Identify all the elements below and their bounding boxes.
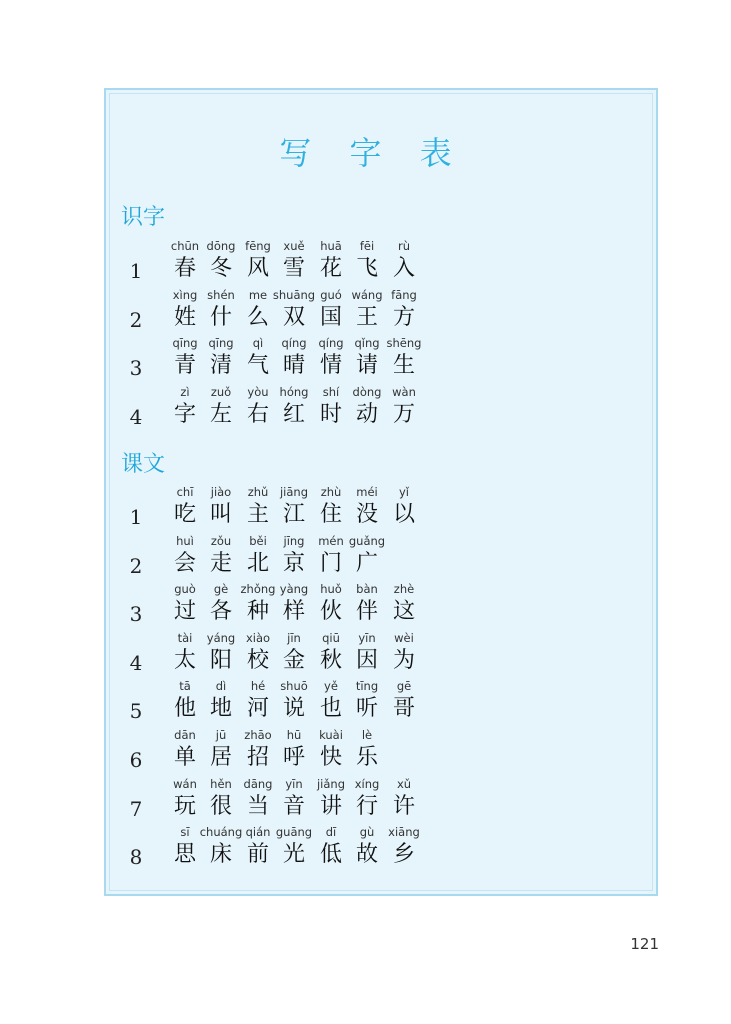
hanzi: 吃 <box>173 502 196 527</box>
pinyin: guǎng <box>348 533 386 548</box>
hanzi: 玩 <box>173 793 196 819</box>
pinyin: chī <box>176 485 194 499</box>
pinyin: gè <box>213 582 229 597</box>
hanzi: 也 <box>319 696 342 722</box>
hanzi: 江 <box>282 502 305 527</box>
character-cell <box>382 581 426 625</box>
pinyin: dōng <box>206 239 236 253</box>
pinyin: huǒ <box>320 582 342 597</box>
pinyin: xuě <box>283 239 305 253</box>
hanzi: 前 <box>246 842 269 868</box>
pinyin: gē <box>396 679 412 694</box>
hanzi: 叫 <box>209 502 232 527</box>
hanzi: 么 <box>246 304 269 330</box>
hanzi: 红 <box>282 401 305 427</box>
hanzi: 乐 <box>355 745 378 770</box>
hanzi: 花 <box>319 256 342 281</box>
table-row <box>0 238 731 286</box>
row-number: 4 <box>129 404 143 429</box>
hanzi: 听 <box>355 696 378 722</box>
hanzi: 气 <box>246 353 269 379</box>
pinyin: jīn <box>287 630 301 645</box>
pinyin: jīng <box>283 533 305 548</box>
pinyin: guó <box>320 287 342 302</box>
hanzi: 门 <box>319 550 342 576</box>
pinyin: tài <box>177 630 193 645</box>
pinyin: xiāng <box>388 825 420 840</box>
hanzi: 主 <box>246 502 269 527</box>
row-number: 3 <box>129 356 143 381</box>
pinyin: huì <box>176 533 194 548</box>
pinyin: gù <box>359 825 375 840</box>
hanzi: 乡 <box>392 842 415 868</box>
pinyin: huā <box>320 239 342 253</box>
hanzi: 京 <box>282 550 305 576</box>
character-cell <box>345 533 389 577</box>
hanzi: 种 <box>246 599 269 625</box>
pinyin: zhǒng <box>240 582 276 597</box>
hanzi: 生 <box>392 353 415 379</box>
table-row <box>0 727 731 775</box>
row-number: 6 <box>129 748 143 772</box>
hanzi: 以 <box>392 502 415 527</box>
pinyin: yòu <box>247 384 269 399</box>
character-cell <box>382 776 426 820</box>
hanzi: 过 <box>173 599 196 625</box>
pinyin: zuǒ <box>210 384 232 399</box>
character-cell <box>382 824 426 868</box>
character-cell <box>382 630 426 674</box>
pinyin: qīng <box>208 336 234 351</box>
hanzi: 因 <box>355 647 378 673</box>
pinyin: hěn <box>210 776 232 791</box>
hanzi: 春 <box>173 256 196 281</box>
row-number: 3 <box>129 602 143 627</box>
hanzi: 招 <box>246 745 269 770</box>
table-row <box>0 335 731 383</box>
hanzi: 校 <box>246 647 269 673</box>
pinyin: shēng <box>386 336 422 351</box>
pinyin: yīn <box>358 630 376 645</box>
character-cell <box>382 287 426 331</box>
pinyin: jiāng <box>279 485 309 499</box>
table-row <box>0 776 731 824</box>
hanzi: 思 <box>173 842 196 868</box>
pinyin: shuō <box>280 679 308 694</box>
pinyin: shuāng <box>272 287 316 302</box>
hanzi: 方 <box>392 304 415 330</box>
pinyin: qǐng <box>354 336 380 351</box>
pinyin: běi <box>249 533 267 548</box>
pinyin: mén <box>318 533 344 548</box>
hanzi: 时 <box>319 401 342 427</box>
row-number: 7 <box>129 796 143 821</box>
hanzi: 右 <box>246 401 269 427</box>
pinyin: zhù <box>320 485 342 499</box>
hanzi: 居 <box>209 745 232 770</box>
character-cell <box>382 384 426 428</box>
pinyin: yǐ <box>398 485 409 499</box>
pinyin: hé <box>250 679 266 694</box>
hanzi: 没 <box>355 502 378 527</box>
hanzi: 当 <box>246 793 269 819</box>
pinyin: dān <box>174 728 196 742</box>
table-row <box>0 824 731 872</box>
hanzi: 伙 <box>319 599 342 625</box>
character-cell <box>345 727 389 771</box>
table-row <box>0 581 731 629</box>
hanzi: 雪 <box>282 256 305 281</box>
hanzi: 王 <box>355 304 378 330</box>
hanzi: 清 <box>209 353 232 379</box>
row-number: 2 <box>129 307 143 332</box>
row-number: 1 <box>129 505 143 529</box>
hanzi: 伴 <box>355 599 378 625</box>
pinyin: zì <box>180 384 190 399</box>
character-cell <box>382 484 426 528</box>
pinyin: tā <box>179 679 191 694</box>
page-number: 121 <box>630 935 659 953</box>
pinyin: tīng <box>355 679 379 694</box>
row-number: 1 <box>129 259 143 283</box>
pinyin: lè <box>361 728 373 742</box>
pinyin: kuài <box>319 728 343 742</box>
section-heading: 课文 <box>121 452 166 477</box>
pinyin: guò <box>174 582 196 597</box>
hanzi: 国 <box>319 304 342 330</box>
hanzi: 晴 <box>282 353 305 379</box>
hanzi: 金 <box>282 647 305 673</box>
pinyin: wán <box>173 776 197 791</box>
pinyin: méi <box>356 485 378 499</box>
hanzi: 光 <box>282 842 305 868</box>
hanzi: 字 <box>173 401 196 427</box>
pinyin: qíng <box>318 336 344 351</box>
hanzi: 许 <box>392 793 415 819</box>
hanzi: 动 <box>355 401 378 427</box>
hanzi: 广 <box>355 550 378 576</box>
pinyin: zhāo <box>244 728 272 742</box>
pinyin: fēi <box>359 239 375 253</box>
hanzi: 低 <box>319 842 342 868</box>
page-title: 写 字 表 <box>279 134 466 172</box>
hanzi: 秋 <box>319 647 342 673</box>
pinyin: dī <box>325 825 337 840</box>
character-cell <box>382 678 426 722</box>
hanzi: 走 <box>209 550 232 576</box>
row-number: 8 <box>129 845 143 870</box>
pinyin: hóng <box>279 384 309 399</box>
pinyin: zhǔ <box>247 485 269 499</box>
hanzi: 冬 <box>209 256 232 281</box>
pinyin: jiào <box>210 485 232 499</box>
pinyin: me <box>248 287 268 302</box>
pinyin: qiū <box>322 630 340 645</box>
pinyin: sī <box>180 825 190 840</box>
hanzi: 很 <box>209 793 232 819</box>
row-number: 2 <box>129 553 143 578</box>
pinyin: jiǎng <box>316 776 346 791</box>
pinyin: yàng <box>279 582 309 597</box>
table-row <box>0 678 731 726</box>
pinyin: yě <box>324 679 338 694</box>
row-number: 5 <box>129 699 143 724</box>
hanzi: 阳 <box>209 647 232 673</box>
pinyin: chūn <box>170 239 200 253</box>
pinyin: fāng <box>391 287 417 302</box>
hanzi: 住 <box>319 502 342 527</box>
pinyin: dì <box>215 679 227 694</box>
pinyin: dòng <box>352 384 382 399</box>
table-row <box>0 533 731 581</box>
table-row <box>0 384 731 432</box>
hanzi: 青 <box>173 353 196 379</box>
hanzi: 哥 <box>392 696 415 722</box>
hanzi: 床 <box>209 842 232 868</box>
pinyin: zǒu <box>210 533 232 548</box>
pinyin: jū <box>215 728 227 742</box>
hanzi: 单 <box>173 745 196 770</box>
pinyin: qíng <box>281 336 307 351</box>
pinyin: xǔ <box>396 776 412 791</box>
hanzi: 讲 <box>319 793 342 819</box>
hanzi: 太 <box>173 647 196 673</box>
hanzi: 双 <box>282 304 305 330</box>
hanzi: 行 <box>355 793 378 819</box>
pinyin: wèi <box>394 630 414 645</box>
hanzi: 姓 <box>173 304 196 330</box>
hanzi: 风 <box>246 256 269 281</box>
hanzi: 快 <box>319 745 342 770</box>
hanzi: 各 <box>209 599 232 625</box>
hanzi: 万 <box>392 401 415 427</box>
hanzi: 北 <box>246 550 269 576</box>
pinyin: qì <box>252 336 264 351</box>
hanzi: 飞 <box>355 256 378 281</box>
table-row <box>0 484 731 532</box>
hanzi: 说 <box>282 696 305 722</box>
hanzi: 入 <box>392 256 415 281</box>
hanzi: 情 <box>319 353 342 379</box>
pinyin: yīn <box>285 776 303 791</box>
pinyin: chuáng <box>199 825 243 840</box>
pinyin: zhè <box>393 582 415 597</box>
hanzi: 河 <box>246 696 269 722</box>
pinyin: dāng <box>243 776 273 791</box>
hanzi: 这 <box>392 599 415 625</box>
hanzi: 呼 <box>282 745 305 770</box>
pinyin: xiào <box>245 630 271 645</box>
character-cell <box>382 335 426 379</box>
pinyin: qīng <box>172 336 198 351</box>
hanzi: 音 <box>282 793 305 819</box>
pinyin: xíng <box>354 776 380 791</box>
pinyin: shén <box>207 287 235 302</box>
pinyin: rù <box>397 239 411 253</box>
table-row <box>0 630 731 678</box>
hanzi: 为 <box>392 647 415 673</box>
character-cell <box>382 238 426 282</box>
hanzi: 地 <box>209 696 232 722</box>
hanzi: 他 <box>173 696 196 722</box>
hanzi: 故 <box>355 842 378 868</box>
pinyin: shí <box>322 384 340 399</box>
hanzi: 样 <box>282 599 305 625</box>
row-number: 4 <box>129 650 143 675</box>
pinyin: yáng <box>206 630 236 645</box>
pinyin: qián <box>245 825 271 840</box>
hanzi: 会 <box>173 550 196 576</box>
pinyin: bàn <box>356 582 378 597</box>
pinyin: hū <box>286 728 302 742</box>
hanzi: 左 <box>209 401 232 427</box>
section-heading: 识字 <box>121 205 166 230</box>
hanzi: 什 <box>209 304 232 330</box>
pinyin: xìng <box>172 287 198 302</box>
hanzi: 请 <box>355 353 378 379</box>
pinyin: wáng <box>351 287 383 302</box>
table-row <box>0 287 731 335</box>
pinyin: guāng <box>275 825 313 840</box>
pinyin: wàn <box>392 384 416 399</box>
pinyin: fēng <box>245 239 271 253</box>
